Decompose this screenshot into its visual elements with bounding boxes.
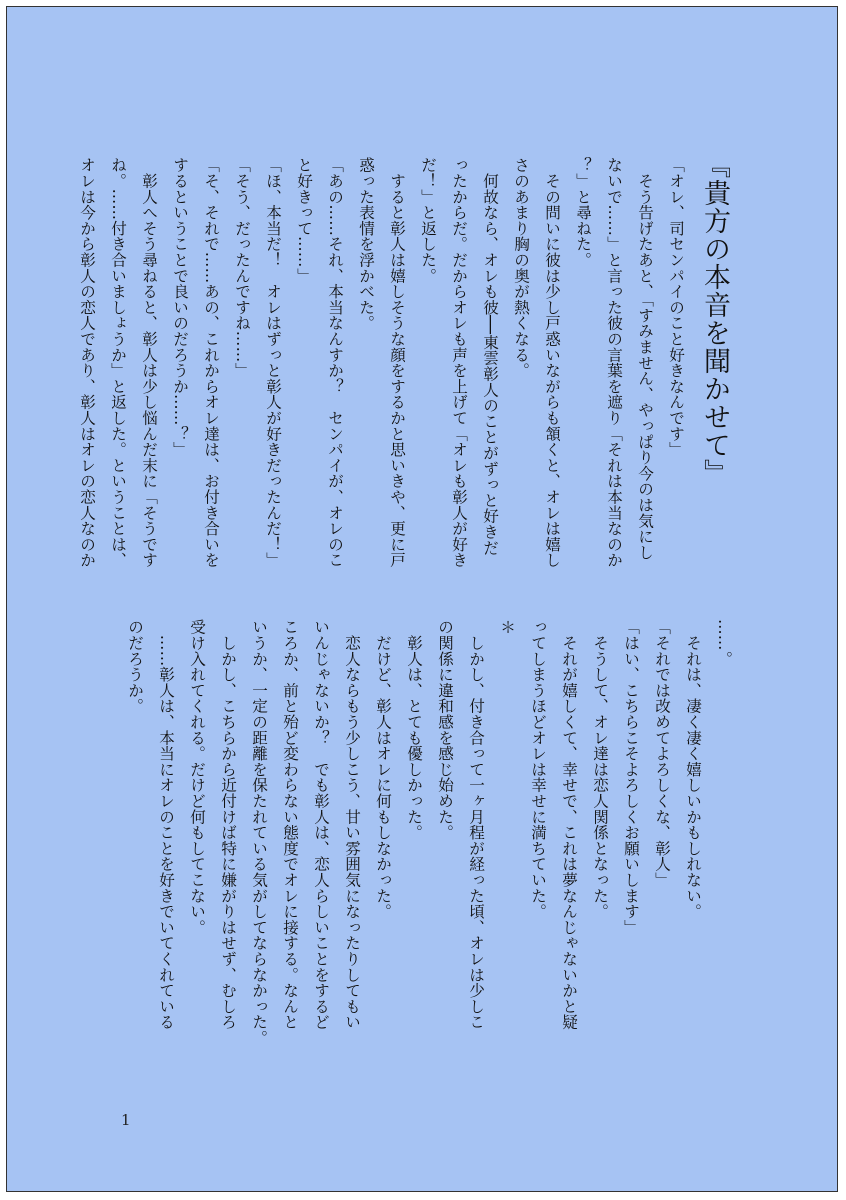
text-line: その問いに彼は少し戸惑いながらも頷くと、オレは嬉し [543, 157, 561, 568]
text-line: ね。……付き合いましょうか」と返した。ということは、 [109, 157, 127, 568]
text-line: しかし、付き合って一ヶ月程が経った頃、オレは少しこ [467, 619, 485, 1030]
text-block-top [78, 157, 691, 585]
text-line: それは、凄く凄く嬉しいかもしれない。 [684, 619, 702, 920]
text-line: 恋人ならもう少しこう、甘い雰囲気になったりしてもい [343, 619, 361, 1030]
text-line: ？」と尋ねた。 [574, 157, 592, 268]
text-line: そう告げたあと、「すみません、やっぱり今のは気にし [636, 157, 654, 560]
text-line: 「あの……それ、本当なんすか？ センパイが、オレのこ [326, 157, 344, 568]
text-line: しかし、こちらから近付けば特に嫌がりはせず、むしろ [219, 619, 237, 1030]
text-line: だ！」と返した。 [419, 157, 437, 284]
text-line: 「オレ、司センパイのこと好きなんです」 [667, 157, 685, 458]
text-line: の関係に違和感を感じ始めた。 [436, 619, 454, 841]
text-line: オレは今から彰人の恋人であり、彰人はオレの恋人なのか [78, 157, 96, 568]
text-line: そうして、オレ達は恋人関係となった。 [591, 619, 609, 920]
text-line: ったからだ。だからオレも声を上げて「オレも彰人が好き [450, 157, 468, 568]
text-line: 「はい、こちらこそよろしくお願いします」 [622, 619, 640, 935]
text-line: だけど、彰人はオレに何もしなかった。 [374, 619, 392, 920]
scene-break: ＊ [498, 619, 516, 635]
text-line: 彰人へそう尋ねると、彰人は少し悩んだ末に「そうです [140, 157, 158, 568]
text-block-bottom [115, 619, 739, 1059]
text-line: ……彰人は、本当にオレのことを好きでいてくれている [157, 619, 175, 1030]
text-line: ないで……」と言った彼の言葉を遮り「それは本当なのか [605, 157, 623, 568]
text-line: 彰人は、とても優しかった。 [405, 619, 423, 841]
page-number: 1 [121, 1111, 131, 1129]
text-line: 「そう、だったんですね……」 [233, 157, 251, 379]
story-title: 『貴方の本音を聞かせて』 [699, 151, 730, 487]
text-line: すると彰人は嬉しそうな顔をするかと思いきや、更に戸 [388, 157, 406, 568]
text-line: さのあまり胸の奥が熱くなる。 [512, 157, 530, 379]
text-line: 何故なら、オレも彼──東雲彰人のことがずっと好きだ [481, 157, 499, 556]
text-line: それが嬉しくて、幸せで、これは夢なんじゃないかと疑 [560, 619, 578, 1030]
text-line: 「ほ、本当だ！ オレはずっと彰人が好きだったんだ！」 [264, 157, 282, 568]
text-line: 「そ、それで……あの、これからオレ達は、お付き合いを [202, 157, 220, 568]
manuscript-page [6, 6, 838, 1192]
text-line: 受け入れてくれる。だけど何もしてこない。 [188, 619, 206, 935]
text-line: 「それでは改めてよろしくな、彰人」 [653, 619, 671, 888]
text-line: いうか、一定の距離を保たれている気がしてならなかった。 [250, 619, 268, 1046]
text-line: ころか、前と殆ど変わらない態度でオレに接する。なんと [281, 619, 299, 1030]
text-line: ってしまうほどオレは幸せに満ちていた。 [529, 619, 547, 920]
text-line: と好きって……」 [295, 157, 313, 284]
text-line: ……。 [715, 619, 733, 667]
text-line: のだろうか。 [126, 619, 144, 714]
text-line: 惑った表情を浮かべた。 [357, 157, 375, 331]
text-line: するということで良いのだろうか……？」 [171, 157, 189, 458]
text-line: いんじゃないか？ でも彰人は、恋人らしいことをするど [312, 619, 330, 1030]
